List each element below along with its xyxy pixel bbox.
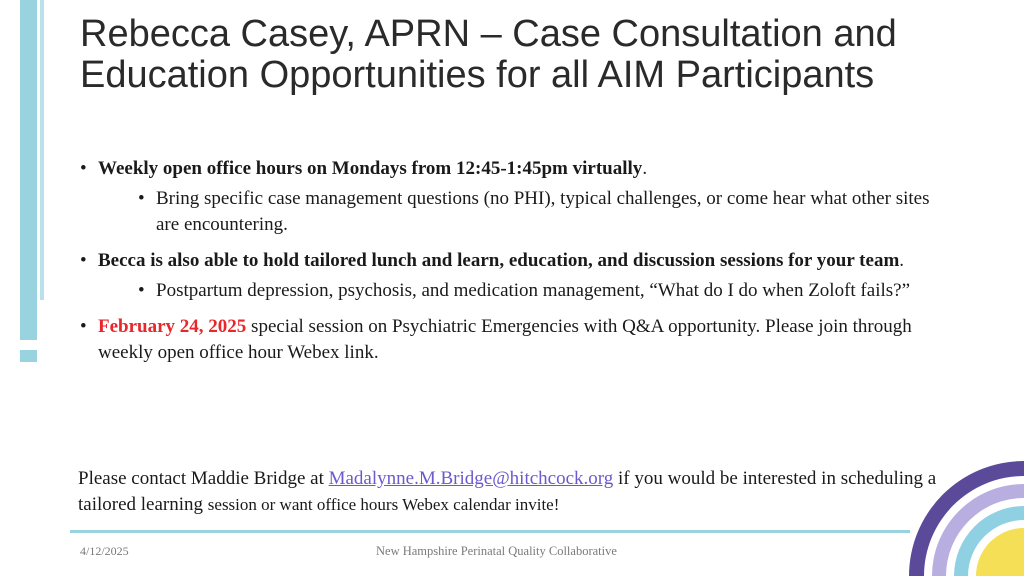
tailored-sessions-text: Becca is also able to hold tailored lunch and learn, education, and discussion sessions for your team (98, 250, 900, 271)
footer-organization: New Hampshire Perinatal Quality Collaborative (376, 544, 617, 558)
accent-bar-thin (40, 0, 44, 300)
bullet-icon: • (80, 250, 87, 271)
decorative-arcs-icon (900, 458, 1024, 576)
sub-bullet-office-hours (98, 186, 948, 238)
bullet-office-hours (78, 156, 948, 238)
contact-paragraph (78, 466, 948, 518)
accent-bar-small (20, 350, 37, 362)
bullet-list (78, 156, 948, 376)
slide-title: Rebecca Casey, APRN – Case Consultation and Education Opportunities for all AIM Participants (80, 13, 897, 96)
bullet-icon: • (80, 316, 87, 337)
contact-suffix: session or want office hours Webex calendar invite! (207, 495, 560, 514)
bullet-icon: • (138, 188, 145, 209)
bullet-special-session (78, 314, 948, 366)
footer-divider (70, 530, 910, 533)
sub-bullet-tailored-sessions (98, 278, 948, 304)
office-hours-suffix: . (642, 158, 648, 179)
special-session-text: special session on Psychiatric Emergencies with Q&A opportunity. Please join through weekly open office hour Webex link. (98, 316, 912, 363)
office-hours-detail: Bring specific case management questions (no PHI), typical challenges, or come hear what other sites are encountering. (156, 188, 930, 235)
contact-middle: if you would be interested in scheduling a tailored learning (78, 468, 937, 515)
contact-email-link[interactable]: Madalynne.M.Bridge@hitchcock.org (328, 468, 614, 489)
contact-prefix: Please contact Maddie Bridge at (78, 468, 329, 489)
bullet-tailored-sessions (78, 248, 948, 304)
tailored-sessions-detail: Postpartum depression, psychosis, and medication management, “What do I do when Zoloft fails?” (156, 280, 911, 301)
special-session-date: February 24, 2025 (98, 316, 247, 337)
footer-date: 4/12/2025 (80, 544, 129, 558)
bullet-icon: • (80, 158, 87, 179)
office-hours-text: Weekly open office hours on Mondays from 12:45-1:45pm virtually (98, 158, 643, 179)
tailored-sessions-suffix: . (899, 250, 905, 271)
accent-bar (20, 0, 37, 340)
bullet-icon: • (138, 280, 145, 301)
